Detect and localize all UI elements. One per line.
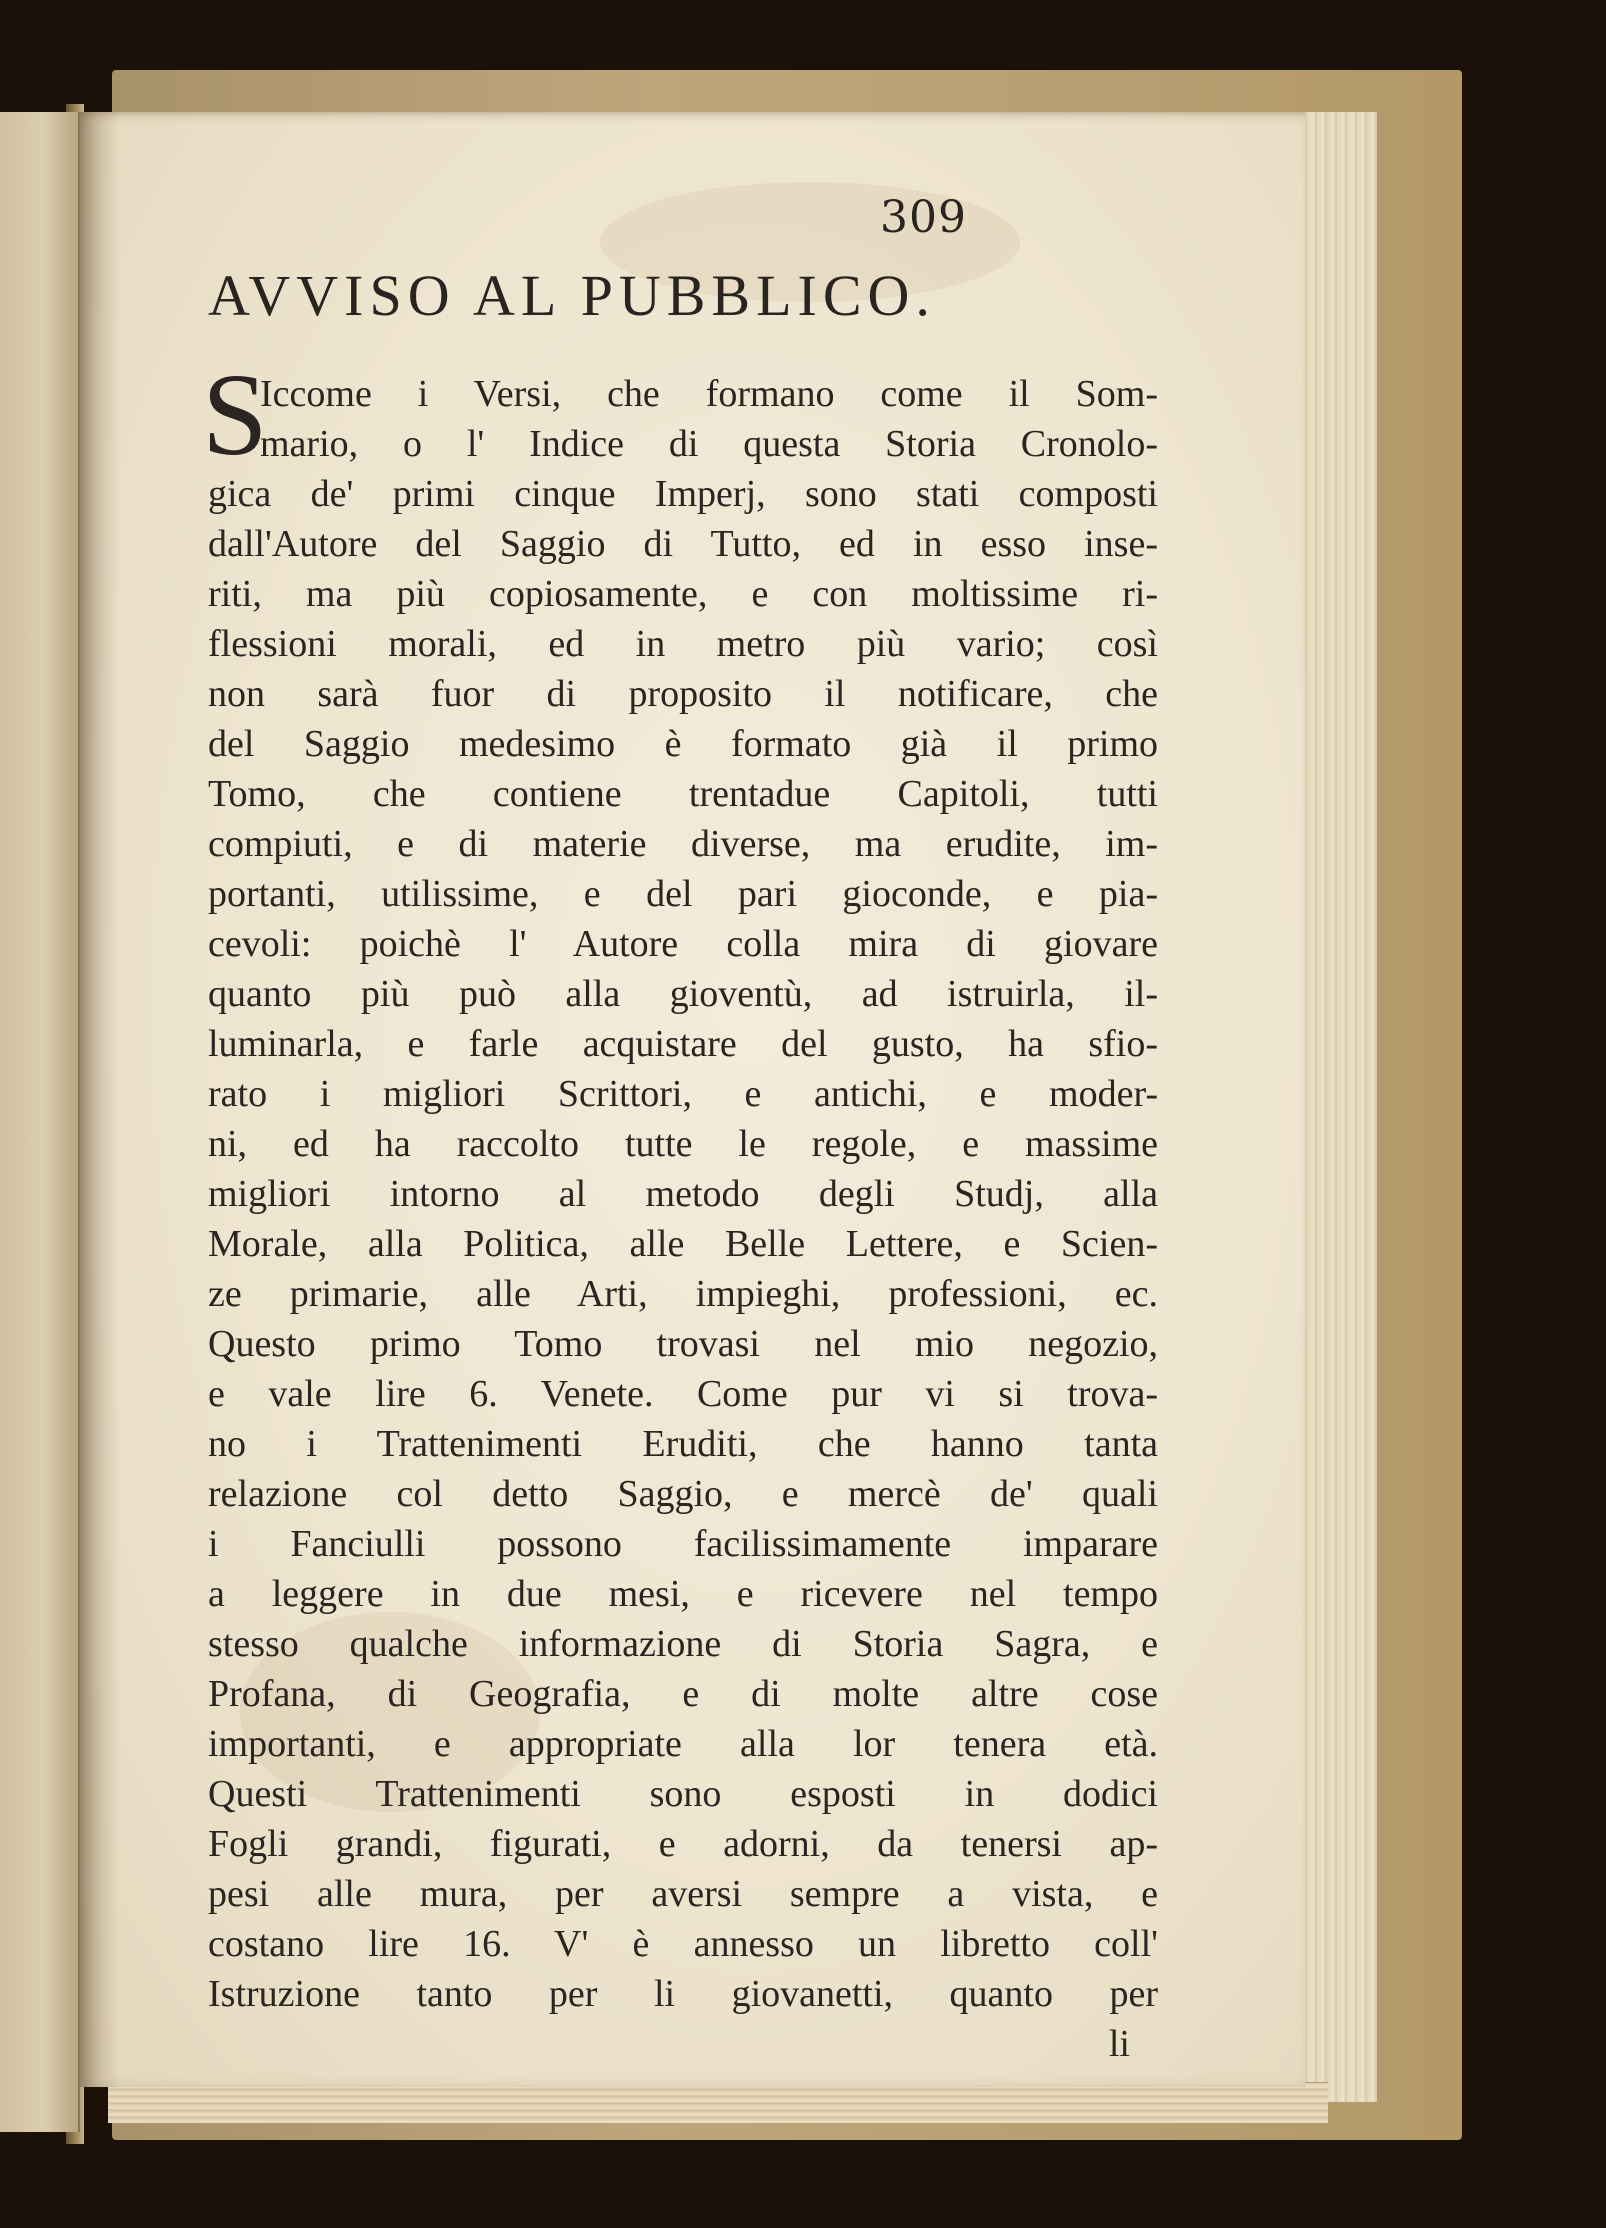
- drop-cap: S: [202, 349, 268, 480]
- text-line: a leggere in due mesi, e ricevere nel tempo: [208, 1573, 1158, 1615]
- catchword: li: [1108, 2023, 1130, 2065]
- text-line: Istruzione tanto per li giovanetti, quanto per: [208, 1973, 1158, 2015]
- text-line: del Saggio medesimo è formato già il primo: [208, 723, 1158, 765]
- text-line: compiuti, e di materie diverse, ma erudite, im-: [208, 823, 1158, 865]
- text-line: Questi Trattenimenti sono esposti in dodici: [208, 1773, 1158, 1815]
- text-line: ni, ed ha raccolto tutte le regole, e massime: [208, 1123, 1158, 1165]
- text-line: dall'Autore del Saggio di Tutto, ed in esso inse-: [208, 523, 1158, 565]
- text-line: e vale lire 6. Venete. Come pur vi si trova-: [208, 1373, 1158, 1415]
- text-line: gica de' primi cinque Imperj, sono stati composti: [208, 473, 1158, 515]
- text-line: importanti, e appropriate alla lor tenera età.: [208, 1723, 1158, 1765]
- book-page: [80, 112, 1305, 2087]
- text-line: Tomo, che contiene trentadue Capitoli, tutti: [208, 773, 1158, 815]
- text-line: luminarla, e farle acquistare del gusto, ha sfio-: [208, 1023, 1158, 1065]
- text-line: pesi alle mura, per aversi sempre a vista, e: [208, 1873, 1158, 1915]
- text-line: Questo primo Tomo trovasi nel mio negozio,: [208, 1323, 1158, 1365]
- gutter-shadow: [80, 112, 120, 2087]
- text-line: Profana, di Geografia, e di molte altre cose: [208, 1673, 1158, 1715]
- text-line: no i Trattenimenti Eruditi, che hanno tanta: [208, 1423, 1158, 1465]
- text-line: flessioni morali, ed in metro più vario; così: [208, 623, 1158, 665]
- text-line: Morale, alla Politica, alle Belle Lettere, e Scien-: [208, 1223, 1158, 1265]
- text-line: cevoli: poichè l' Autore colla mira di giovare: [208, 923, 1158, 965]
- text-line: i Fanciulli possono facilissimamente imparare: [208, 1523, 1158, 1565]
- body-text: [208, 369, 1158, 2069]
- page-number: 309: [880, 192, 967, 243]
- text-line: portanti, utilissime, e del pari gioconde, e pia-: [208, 873, 1158, 915]
- text-line: Fogli grandi, figurati, e adorni, da tenersi ap-: [208, 1823, 1158, 1865]
- text-line: migliori intorno al metodo degli Studj, alla: [208, 1173, 1158, 1215]
- text-line: rato i migliori Scrittori, e antichi, e moder-: [208, 1073, 1158, 1115]
- text-line: ze primarie, alle Arti, impieghi, professioni, ec.: [208, 1273, 1158, 1315]
- text-line: riti, ma più copiosamente, e con moltissime ri-: [208, 573, 1158, 615]
- text-line: non sarà fuor di proposito il notificare, che: [208, 673, 1158, 715]
- text-line: relazione col detto Saggio, e mercè de' quali: [208, 1473, 1158, 1515]
- previous-page-edge: [0, 112, 80, 2132]
- text-line: mario, o l' Indice di questa Storia Cronolo-: [260, 423, 1158, 465]
- text-line: costano lire 16. V' è annesso un libretto coll': [208, 1923, 1158, 1965]
- text-line: Iccome i Versi, che formano come il Som-: [260, 373, 1158, 415]
- page-bottom-edge: [108, 2082, 1328, 2123]
- text-line: stesso qualche informazione di Storia Sagra, e: [208, 1623, 1158, 1665]
- page-fore-edge: [1298, 112, 1377, 2102]
- page-heading: AVVISO AL PUBBLICO.: [208, 263, 936, 328]
- text-line: quanto più può alla gioventù, ad istruirla, il-: [208, 973, 1158, 1015]
